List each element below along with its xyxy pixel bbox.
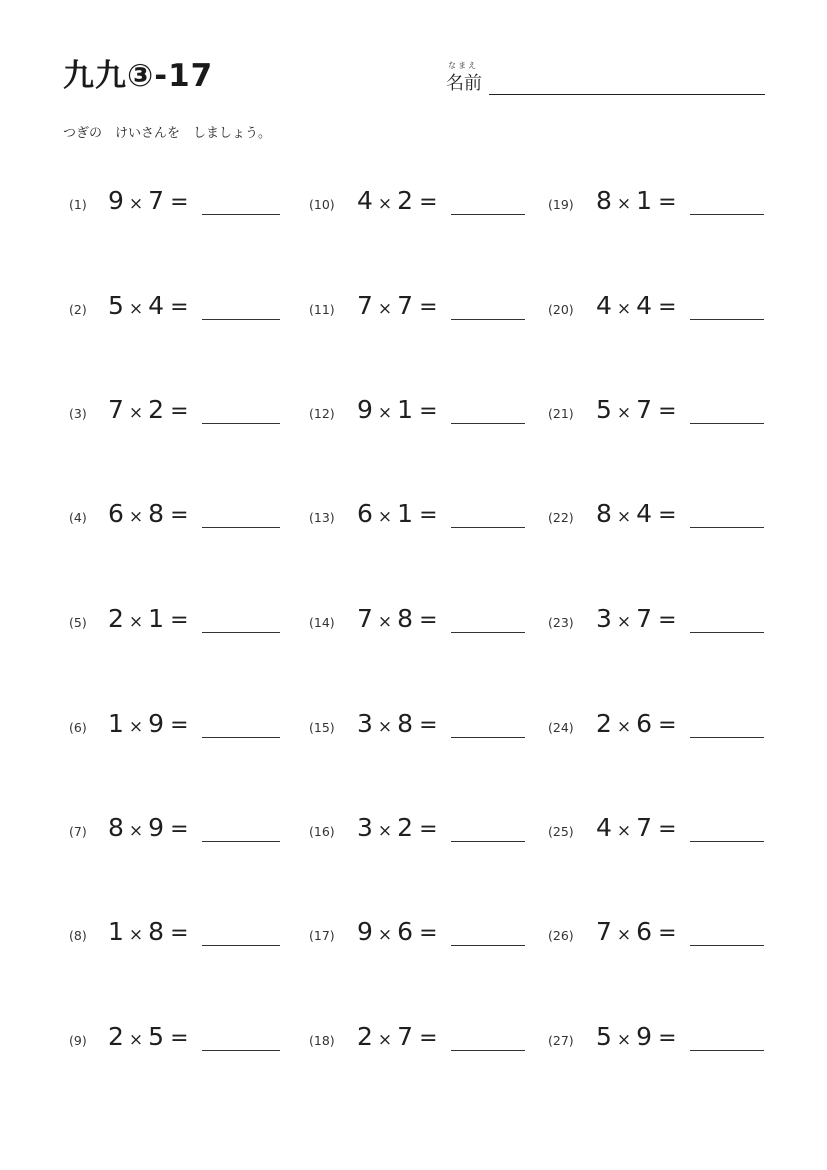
operand-a: 2 bbox=[108, 604, 124, 633]
multiply-sign: × bbox=[616, 507, 632, 527]
operand-b: 8 bbox=[148, 499, 165, 528]
problem-expression bbox=[596, 1022, 677, 1051]
problem-expression bbox=[596, 709, 677, 738]
operand-b: 7 bbox=[397, 291, 414, 320]
problem-number: (13) bbox=[309, 510, 335, 525]
problem-number: (15) bbox=[309, 720, 335, 735]
equals-sign: = bbox=[170, 608, 189, 633]
answer-blank[interactable] bbox=[690, 737, 764, 738]
answer-blank[interactable] bbox=[690, 632, 764, 633]
operand-a: 2 bbox=[596, 709, 612, 738]
problem-number: (1) bbox=[69, 197, 87, 212]
multiply-sign: × bbox=[616, 717, 632, 737]
operand-b: 9 bbox=[148, 709, 165, 738]
problem-item bbox=[0, 499, 827, 539]
multiply-sign: × bbox=[377, 821, 393, 841]
equals-sign: = bbox=[419, 921, 438, 946]
multiply-sign: × bbox=[616, 1030, 632, 1050]
problem-number: (11) bbox=[309, 302, 335, 317]
problem-item bbox=[0, 604, 827, 644]
problem-number: (25) bbox=[548, 824, 574, 839]
answer-blank[interactable] bbox=[690, 1050, 764, 1051]
operand-a: 4 bbox=[357, 186, 373, 215]
problem-number: (16) bbox=[309, 824, 335, 839]
multiply-sign: × bbox=[377, 299, 393, 319]
operand-b: 8 bbox=[397, 709, 414, 738]
operand-b: 6 bbox=[636, 917, 653, 946]
problem-number: (24) bbox=[548, 720, 574, 735]
multiply-sign: × bbox=[128, 1030, 144, 1050]
operand-a: 2 bbox=[108, 1022, 124, 1051]
operand-a: 8 bbox=[108, 813, 124, 842]
equals-sign: = bbox=[170, 817, 189, 842]
multiply-sign: × bbox=[128, 299, 144, 319]
problem-number: (26) bbox=[548, 928, 574, 943]
answer-blank[interactable] bbox=[690, 319, 764, 320]
multiply-sign: × bbox=[616, 925, 632, 945]
equals-sign: = bbox=[170, 399, 189, 424]
problem-expression bbox=[596, 917, 677, 946]
operand-b: 1 bbox=[148, 604, 165, 633]
operand-b: 8 bbox=[397, 604, 414, 633]
operand-a: 1 bbox=[108, 709, 124, 738]
operand-b: 7 bbox=[636, 604, 653, 633]
multiply-sign: × bbox=[616, 612, 632, 632]
equals-sign: = bbox=[658, 399, 677, 424]
problem-number: (10) bbox=[309, 197, 335, 212]
problem-expression bbox=[596, 186, 677, 215]
equals-sign: = bbox=[419, 295, 438, 320]
problem-number: (7) bbox=[69, 824, 87, 839]
multiply-sign: × bbox=[377, 194, 393, 214]
equals-sign: = bbox=[658, 190, 677, 215]
operand-b: 2 bbox=[397, 813, 414, 842]
multiply-sign: × bbox=[616, 821, 632, 841]
operand-b: 7 bbox=[397, 1022, 414, 1051]
name-write-line[interactable] bbox=[489, 94, 765, 95]
multiply-sign: × bbox=[128, 717, 144, 737]
problem-expression bbox=[596, 291, 677, 320]
equals-sign: = bbox=[419, 1026, 438, 1051]
problem-number: (12) bbox=[309, 406, 335, 421]
answer-blank[interactable] bbox=[690, 423, 764, 424]
operand-a: 3 bbox=[357, 709, 373, 738]
name-field bbox=[446, 60, 766, 100]
equals-sign: = bbox=[658, 713, 677, 738]
operand-a: 6 bbox=[108, 499, 124, 528]
equals-sign: = bbox=[170, 713, 189, 738]
problem-number: (18) bbox=[309, 1033, 335, 1048]
operand-b: 7 bbox=[636, 813, 653, 842]
problem-item bbox=[0, 291, 827, 331]
problem-number: (22) bbox=[548, 510, 574, 525]
operand-a: 2 bbox=[357, 1022, 373, 1051]
operand-b: 2 bbox=[397, 186, 414, 215]
operand-b: 4 bbox=[636, 291, 653, 320]
operand-b: 8 bbox=[148, 917, 165, 946]
problem-number: (21) bbox=[548, 406, 574, 421]
operand-a: 9 bbox=[108, 186, 124, 215]
operand-b: 5 bbox=[148, 1022, 165, 1051]
equals-sign: = bbox=[170, 503, 189, 528]
problem-item bbox=[0, 813, 827, 853]
instruction-text: つぎの けいさんを しましょう。 bbox=[63, 126, 272, 141]
operand-b: 7 bbox=[636, 395, 653, 424]
multiply-sign: × bbox=[128, 194, 144, 214]
multiply-sign: × bbox=[377, 1030, 393, 1050]
equals-sign: = bbox=[170, 295, 189, 320]
problem-number: (19) bbox=[548, 197, 574, 212]
name-label: 名前 bbox=[446, 73, 482, 94]
problem-expression bbox=[596, 499, 677, 528]
equals-sign: = bbox=[170, 1026, 189, 1051]
operand-b: 1 bbox=[636, 186, 653, 215]
problem-item bbox=[0, 186, 827, 226]
equals-sign: = bbox=[419, 608, 438, 633]
equals-sign: = bbox=[658, 295, 677, 320]
multiply-sign: × bbox=[128, 925, 144, 945]
equals-sign: = bbox=[170, 921, 189, 946]
operand-b: 4 bbox=[148, 291, 165, 320]
equals-sign: = bbox=[419, 713, 438, 738]
equals-sign: = bbox=[658, 503, 677, 528]
operand-b: 9 bbox=[148, 813, 165, 842]
answer-blank[interactable] bbox=[690, 945, 764, 946]
problem-expression bbox=[596, 604, 677, 633]
equals-sign: = bbox=[170, 190, 189, 215]
equals-sign: = bbox=[419, 817, 438, 842]
problem-expression bbox=[596, 813, 677, 842]
operand-b: 7 bbox=[148, 186, 165, 215]
worksheet-title: 九九③-17 bbox=[63, 58, 214, 94]
operand-a: 7 bbox=[357, 291, 373, 320]
equals-sign: = bbox=[419, 399, 438, 424]
problem-number: (20) bbox=[548, 302, 574, 317]
problem-number: (17) bbox=[309, 928, 335, 943]
operand-b: 2 bbox=[148, 395, 165, 424]
problem-number: (6) bbox=[69, 720, 87, 735]
multiply-sign: × bbox=[616, 403, 632, 423]
equals-sign: = bbox=[658, 608, 677, 633]
operand-a: 1 bbox=[108, 917, 124, 946]
problem-number: (3) bbox=[69, 406, 87, 421]
equals-sign: = bbox=[419, 190, 438, 215]
operand-a: 4 bbox=[596, 813, 612, 842]
multiply-sign: × bbox=[128, 507, 144, 527]
operand-b: 1 bbox=[397, 499, 414, 528]
operand-a: 4 bbox=[596, 291, 612, 320]
equals-sign: = bbox=[658, 817, 677, 842]
problem-item bbox=[0, 395, 827, 435]
problem-number: (2) bbox=[69, 302, 87, 317]
name-ruby: なまえ bbox=[448, 61, 478, 70]
operand-a: 5 bbox=[108, 291, 124, 320]
equals-sign: = bbox=[419, 503, 438, 528]
operand-a: 8 bbox=[596, 186, 612, 215]
problem-item bbox=[0, 917, 827, 957]
multiply-sign: × bbox=[377, 612, 393, 632]
operand-b: 6 bbox=[636, 709, 653, 738]
answer-blank[interactable] bbox=[690, 527, 764, 528]
operand-a: 9 bbox=[357, 395, 373, 424]
answer-blank[interactable] bbox=[690, 841, 764, 842]
problem-number: (9) bbox=[69, 1033, 87, 1048]
multiply-sign: × bbox=[616, 194, 632, 214]
operand-b: 6 bbox=[397, 917, 414, 946]
operand-a: 7 bbox=[596, 917, 612, 946]
problem-number: (4) bbox=[69, 510, 87, 525]
operand-b: 1 bbox=[397, 395, 414, 424]
operand-b: 9 bbox=[636, 1022, 653, 1051]
operand-a: 5 bbox=[596, 1022, 612, 1051]
problem-number: (27) bbox=[548, 1033, 574, 1048]
operand-a: 9 bbox=[357, 917, 373, 946]
multiply-sign: × bbox=[128, 403, 144, 423]
answer-blank[interactable] bbox=[690, 214, 764, 215]
multiply-sign: × bbox=[616, 299, 632, 319]
problem-item bbox=[0, 709, 827, 749]
problem-number: (14) bbox=[309, 615, 335, 630]
operand-a: 3 bbox=[357, 813, 373, 842]
multiply-sign: × bbox=[128, 612, 144, 632]
operand-a: 5 bbox=[596, 395, 612, 424]
operand-a: 7 bbox=[357, 604, 373, 633]
operand-a: 3 bbox=[596, 604, 612, 633]
multiply-sign: × bbox=[377, 925, 393, 945]
operand-a: 6 bbox=[357, 499, 373, 528]
problem-number: (8) bbox=[69, 928, 87, 943]
equals-sign: = bbox=[658, 921, 677, 946]
operand-a: 8 bbox=[596, 499, 612, 528]
multiply-sign: × bbox=[377, 507, 393, 527]
problem-number: (23) bbox=[548, 615, 574, 630]
operand-b: 4 bbox=[636, 499, 653, 528]
operand-a: 7 bbox=[108, 395, 124, 424]
multiply-sign: × bbox=[377, 403, 393, 423]
problem-item bbox=[0, 1022, 827, 1062]
problem-expression bbox=[596, 395, 677, 424]
equals-sign: = bbox=[658, 1026, 677, 1051]
multiply-sign: × bbox=[128, 821, 144, 841]
problem-number: (5) bbox=[69, 615, 87, 630]
multiply-sign: × bbox=[377, 717, 393, 737]
